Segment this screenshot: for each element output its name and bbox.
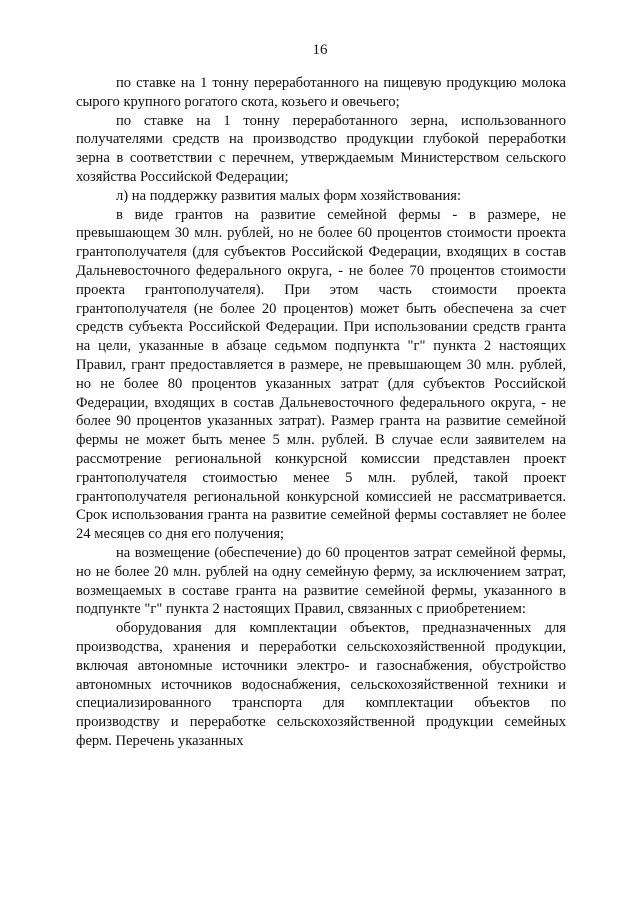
paragraph-family-farm-grants: в виде грантов на развитие семейной фермы - в размере, не превышающем 30 млн. рублей, но не более 60 процентов стоимости проекта грантополучателя (для субъектов Российской Федерации, входящих в состав Дальневосточного федерального округа, - не более 70 процентов стоимости проекта грантополучателя). При этом часть стоимости проекта грантополучателя (не более 20 процентов) может быть обеспечена за счет средств субъекта Российской Федерации. При использовании средств гранта на цели, указанные в абзаце седьмом подпункта "г" пункта 2 настоящих Правил, грант предоставляется в размере, не превышающем 30 млн. рублей, но не более 80 процентов указанных затрат (для субъектов Российской Федерации, входящих в состав Дальневосточного федерального округа, - не более 90 процентов указанных затрат). Размер гранта на развитие семейной фермы не может быть менее 5 млн. рублей. В случае если заявителем на рассмотрение региональной конкурсной комиссии представлен проект грантополучателя стоимостью менее 5 млн. рублей, такой проект грантополучателя региональной конкурсной комиссией не рассматривается. Срок использования гранта на развитие семейной фермы составляет не более 24 месяцев со дня его получения; (76, 206, 566, 543)
document-body (76, 74, 566, 751)
paragraph-cost-reimbursement: на возмещение (обеспечение) до 60 процентов затрат семейной фермы, но не более 20 млн. рублей на одну семейную ферму, за исключением затрат, возмещаемых в составе гранта на развитие семейной фермы, указанного в подпункте "г" пункта 2 настоящих Правил, связанных с приобретением: (76, 544, 566, 618)
paragraph-equipment: оборудования для комплектации объектов, предназначенных для производства, хранения и переработки сельскохозяйственной продукции, включая автономные источники электро- и газоснабжения, обустройство автономных источников водоснабжения, сельскохозяйственной техники и специализированного транспорта для комплектации объектов по производству и переработке сельскохозяйственной продукции семейных ферм. Перечень указанных (76, 620, 566, 749)
paragraph-milk-rate: по ставке на 1 тонну переработанного на пищевую продукцию молока сырого крупного рогатого скота, козьего и овечьего; (76, 75, 566, 110)
page-number: 16 (312, 42, 328, 58)
paragraph-small-farms-heading: л) на поддержку развития малых форм хозяйствования: (116, 187, 462, 204)
paragraph-grain-rate: по ставке на 1 тонну переработанного зерна, использованного получателями средств на производство продукции глубокой переработки зерна в соответствии с перечнем, утверждаемым Министерством сельского хозяйства Российской Федерации; (76, 112, 566, 185)
